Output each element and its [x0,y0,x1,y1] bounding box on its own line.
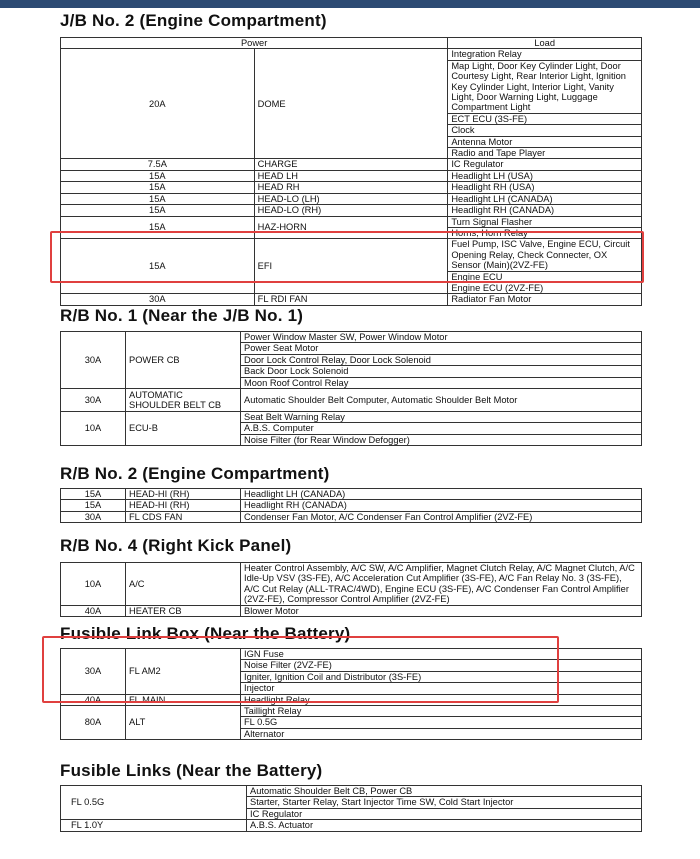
section-title-fusible-link-box: Fusible Link Box (Near the Battery) [60,624,351,643]
load-item: Headlight LH (USA) [448,170,642,181]
load-item: Headlight RH (CANADA) [448,205,642,216]
fuse-name: FL AM2 [126,649,241,695]
table-row [61,605,642,616]
load-item: Headlight LH (CANADA) [448,193,642,204]
table-row [61,216,642,227]
load-item: Moon Roof Control Relay [241,377,642,388]
load-item: Clock [448,125,642,136]
fuse-table-rb2 [60,488,642,523]
load-item: Headlight RH (USA) [448,182,642,193]
fuse-amp: 15A [61,489,126,500]
fuse-name: FL RDI FAN [254,294,448,305]
fuse-amp: 30A [61,294,255,305]
load-item: Igniter, Ignition Coil and Distributor (3S-FE) [241,671,642,682]
table-row [61,706,642,717]
table-row [61,182,642,193]
fuse-amp: 15A [61,216,255,239]
fuse-name: CHARGE [254,159,448,170]
load-item: IGN Fuse [241,649,642,660]
fuse-name: HAZ-HORN [254,216,448,239]
table-row [61,412,642,423]
table-row [61,205,642,216]
load-item: ECT ECU (3S-FE) [448,113,642,124]
fuse-name: DOME [254,49,448,159]
load-item: Condenser Fan Motor, A/C Condenser Fan Control Amplifier (2VZ-FE) [241,511,642,522]
load-item: Blower Motor [241,605,642,616]
fuse-amp: 30A [61,332,126,389]
fuse-amp: 15A [61,170,255,181]
load-item: Power Seat Motor [241,343,642,354]
load-item: Headlight Relay [241,694,642,705]
load-item: Automatic Shoulder Belt Computer, Automatic Shoulder Belt Motor [241,389,642,412]
load-item: Headlight RH (CANADA) [241,500,642,511]
fuse-name: HEAD-HI (RH) [126,500,241,511]
load-item: Injector [241,683,642,694]
table-row [61,511,642,522]
fuse-table-jb2 [60,37,642,306]
load-item: Noise Filter (for Rear Window Defogger) [241,434,642,445]
window-top-bar [0,0,700,8]
load-item: Heater Control Assembly, A/C SW, A/C Amplifier, Magnet Clutch Relay, A/C Magnet Clutch, A/C Idle-Up VSV (3S-FE), A/C Acceleration Cut Amplifier (3S-FE), A/C Fan Relay No. 3 (3S-FE), A/C Cut Relay (ALL-TRAC/4WD), Engine ECU (3S-FE), A/C Condenser Fan Control Amplifier (2VZ-FE), Compressor Control Amplifier (2VZ-FE) [241,563,642,606]
fuse-amp: 10A [61,563,126,606]
table-row [61,489,642,500]
table-row [61,193,642,204]
section-title-rb4: R/B No. 4 (Right Kick Panel) [60,536,292,555]
fuse-table-fusible-link-box [60,648,642,740]
table-row [61,786,642,797]
load-item: Antenna Motor [448,136,642,147]
fuse-amp: 15A [61,205,255,216]
table-row [61,500,642,511]
header-load: Load [448,38,642,49]
fuse-name: EFI [254,239,448,294]
fuse-amp: 15A [61,182,255,193]
load-item: Headlight LH (CANADA) [241,489,642,500]
fuse-amp: 30A [61,649,126,695]
fuse-amp: 15A [61,500,126,511]
fuse-amp: 7.5A [61,159,255,170]
load-item: FL 0.5G [241,717,642,728]
load-item: Taillight Relay [241,706,642,717]
fuse-name: HEAD LH [254,170,448,181]
fuse-table-rb1 [60,331,642,446]
load-item: Noise Filter (2VZ-FE) [241,660,642,671]
load-item: Engine ECU (2VZ-FE) [448,282,642,293]
fuse-name: HEAD-HI (RH) [126,489,241,500]
table-row [61,563,642,606]
fuse-amp: 10A [61,412,126,446]
fuse-name: ECU-B [126,412,241,446]
table-row [61,694,642,705]
table-row [61,389,642,412]
fuse-amp: 30A [61,511,126,522]
load-item: Power Window Master SW, Power Window Motor [241,332,642,343]
fuse-amp: 30A [61,389,126,412]
load-item: Engine ECU [448,271,642,282]
load-item: Turn Signal Flasher [448,216,642,227]
fuse-amp: 80A [61,706,126,740]
load-item: Radiator Fan Motor [448,294,642,305]
fuse-amp: 40A [61,605,126,616]
table-row [61,820,642,831]
fuse-amp: 40A [61,694,126,705]
load-item: Door Lock Control Relay, Door Lock Solenoid [241,354,642,365]
fuse-name: AUTOMATIC SHOULDER BELT CB [126,389,241,412]
load-item: A.B.S. Computer [241,423,642,434]
load-item: IC Regulator [247,808,642,819]
fuse-table-rb4 [60,562,642,617]
load-item: IC Regulator [448,159,642,170]
load-item: Starter, Starter Relay, Start Injector Time SW, Cold Start Injector [247,797,642,808]
fuse-table-fusible-links [60,785,642,832]
table-row [61,170,642,181]
fuse-name: FL MAIN [126,694,241,705]
fuse-name: FL 0.5G [61,786,247,820]
fuse-name: FL CDS FAN [126,511,241,522]
load-item: Horns, Horn Relay [448,227,642,238]
load-item: Seat Belt Warning Relay [241,412,642,423]
fuse-name: HEATER CB [126,605,241,616]
header-power: Power [61,38,448,49]
section-title-jb2: J/B No. 2 (Engine Compartment) [60,11,327,30]
fuse-amp: 20A [61,49,255,159]
fuse-name: HEAD-LO (RH) [254,205,448,216]
table-row [61,294,642,305]
fuse-name: HEAD RH [254,182,448,193]
fuse-name: FL 1.0Y [61,820,247,831]
fuse-amp: 15A [61,239,255,294]
section-title-rb1: R/B No. 1 (Near the J/B No. 1) [60,306,304,325]
load-item: Map Light, Door Key Cylinder Light, Door Courtesy Light, Rear Interior Light, Ignition Key Cylinder Light, Interior Light, Vanity Light, Door Warning Light, Luggage Compartment Light [448,60,642,113]
table-row [61,159,642,170]
fuse-amp: 15A [61,193,255,204]
load-item: Fuel Pump, ISC Valve, Engine ECU, Circuit Opening Relay, Check Connecter, OX Sensor (Main)(2VZ-FE) [448,239,642,271]
load-item: Integration Relay [448,49,642,60]
load-item: Radio and Tape Player [448,148,642,159]
load-item: Automatic Shoulder Belt CB, Power CB [247,786,642,797]
fuse-name: POWER CB [126,332,241,389]
fuse-name: A/C [126,563,241,606]
load-item: Back Door Lock Solenoid [241,366,642,377]
table-row [61,649,642,660]
section-title-rb2: R/B No. 2 (Engine Compartment) [60,464,330,483]
table-row [61,49,642,60]
table-header-row [61,38,642,49]
table-row [61,332,642,343]
fuse-name: ALT [126,706,241,740]
table-row [61,239,642,271]
section-title-fusible-links: Fusible Links (Near the Battery) [60,761,323,780]
load-item: A.B.S. Actuator [247,820,642,831]
load-item: Alternator [241,728,642,739]
fuse-name: HEAD-LO (LH) [254,193,448,204]
